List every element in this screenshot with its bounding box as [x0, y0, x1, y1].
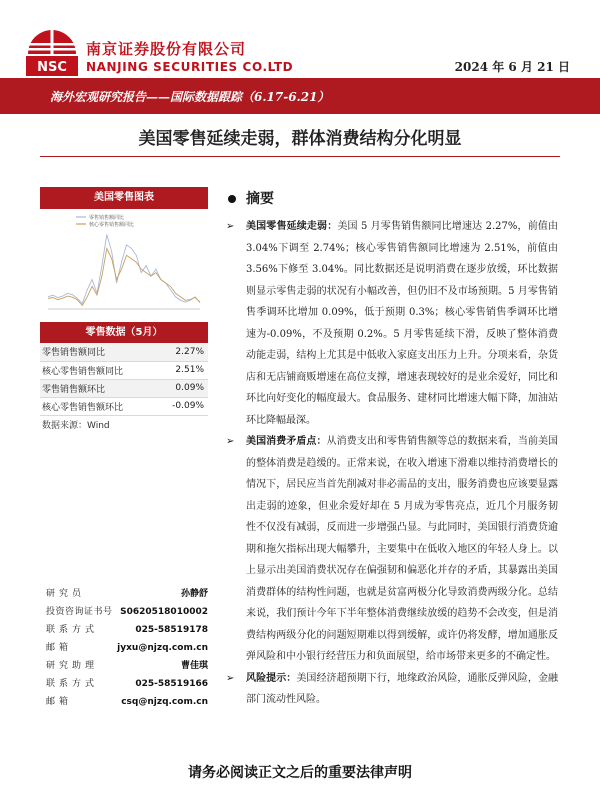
contact-email[interactable]: csq@njzq.com.cn: [121, 697, 208, 707]
company-name-cn: 南京证券股份有限公司: [86, 40, 247, 58]
analyst-contacts: [46, 585, 208, 711]
company-name-en: NANJING SECURITIES CO.LTD: [86, 60, 294, 74]
contact-row: [46, 639, 208, 657]
arrow-bullet-icon: ➢: [226, 436, 235, 447]
paragraph-text: 从消费支出和零售销售额等总的数据来看，当前美国的整体消费是趋缓的。正常来说，在收入增速下滑难以维持消费增长的情况下，居民应当首先削减对非必需品的支出，服务消费也应该要显露出走弱的迹象，但业余爱好却在 5 月成为零售亮点，近几个月服务韧性不仅没有减弱，反而进一步增强凸显。与此同时，美国银行消费贷逾期和拖欠指标出现大幅攀升，主要集中在低收入地区的年轻人身上。以上显示出美国消费状况存在偏强韧和偏恶化并存的矛盾，其暴露出美国消费群体的结构性问题，也就是贫富两极分化导致消费两级分化。总结来说，我们预计今年下半年整体消费继续放缓的趋势不会改变，但是消费结构两级分化的问题短期难以得到缓解，或许仍将发酵，增加通胀反弹风险和中小银行经营压力和负面展望，给市场带来更多的不确定性。: [246, 436, 559, 662]
row-value: -0.09%: [156, 397, 208, 415]
paragraph-keyword: 美国零售延续走弱：: [246, 221, 338, 232]
contact-value: S0620518010002: [120, 607, 208, 617]
summary-heading-text: 摘要: [246, 191, 274, 207]
table-row: [40, 397, 208, 415]
data-panel-header: 零售数据（5月）: [40, 322, 208, 344]
nsc-logo: [22, 20, 82, 80]
retail-data-table: [40, 343, 208, 433]
paragraph-text: 美国经济超预期下行，地缘政治风险，通胀反弹风险，金融部门流动性风险。: [246, 672, 559, 705]
row-label: 核心零售销售额环比: [40, 397, 156, 415]
report-series-label: 海外宏观研究报告——国际数据跟踪（6.17-6.21）: [50, 90, 330, 104]
contact-row: [46, 657, 208, 675]
contact-label: 投资咨询证书号: [46, 607, 113, 617]
series-line-1: [48, 248, 200, 305]
row-value: 2.51%: [156, 361, 208, 379]
summary-paragraph: [226, 668, 558, 711]
row-label: 核心零售销售额同比: [40, 361, 156, 379]
data-source: 数据来源：Wind: [42, 420, 110, 431]
arrow-bullet-icon: ➢: [226, 221, 235, 232]
contact-email[interactable]: jyxu@njzq.com.cn: [117, 643, 208, 653]
legal-notice[interactable]: 请务必阅读正文之后的重要法律声明: [188, 765, 412, 781]
arrow-bullet-icon: ➢: [226, 672, 235, 684]
table-row: [40, 343, 208, 361]
page-title: 美国零售延续走弱，群体消费结构分化明显: [138, 129, 462, 149]
contact-value: 曹佳琪: [180, 661, 208, 671]
contact-label: 联系方式: [46, 625, 99, 635]
chart-panel-header: 美国零售图表: [40, 187, 208, 209]
retail-chart: [40, 209, 208, 321]
legend-label-0: 零售销售额同比: [89, 215, 125, 221]
contact-label: 研究助理: [46, 661, 99, 671]
paragraph-keyword: 美国消费矛盾点：: [246, 436, 327, 447]
row-label: 零售销售额同比: [40, 343, 156, 361]
contact-row: [46, 693, 208, 711]
contact-label: 研究员: [46, 589, 86, 599]
contact-label: 联系方式: [46, 679, 99, 689]
row-value: 2.27%: [156, 343, 208, 361]
row-value: 0.09%: [156, 379, 208, 397]
contact-row: [46, 603, 208, 621]
table-row: [40, 379, 208, 397]
bullet-dot-icon: [228, 195, 236, 203]
contact-value: 孙静舒: [180, 589, 208, 599]
contact-row: [46, 621, 208, 639]
title-divider: [40, 156, 560, 157]
contact-row: [46, 675, 208, 693]
table-row: [40, 361, 208, 379]
row-label: 零售销售额环比: [40, 379, 156, 397]
contact-label: 邮箱: [46, 697, 73, 707]
report-date: 2024 年 6 月 21 日: [454, 60, 570, 74]
paragraph-keyword: 风险提示：: [246, 672, 297, 684]
series-line-0: [48, 235, 200, 304]
contact-value: 025-58519166: [135, 679, 208, 689]
contact-row: [46, 585, 208, 603]
contact-label: 邮箱: [46, 643, 73, 653]
summary-body: [226, 216, 558, 711]
summary-paragraph: [226, 431, 558, 668]
legend-label-1: 核心零售销售额同比: [89, 222, 135, 228]
logo-text: NSC: [37, 60, 67, 75]
summary-heading: [228, 188, 274, 208]
contact-value: 025-58519178: [135, 625, 208, 635]
summary-paragraph: [226, 216, 558, 431]
paragraph-text: 美国 5 月零售销售额同比增速达 2.27%，前值由 3.04%下调至 2.74%；核心零售销售额同比增速为 2.51%，前值由 3.56%下修至 3.04%。同比数据还是说明消费在逐步放缓，环比数据则显示零售走弱的状况有小幅改善，但仍旧不及市场预期。5 月零售销售季调环比增加 0.09%，低于预期 0.3%；核心零售销售季调环比增速为-0.09%，不及预期 0.2%。5 月零售延续下滑，反映了整体消费动能走弱，结构上尤其是中低收入家庭支出压力上升。分项来看，杂货店和无店铺商贩增速在高位支撑，增速表现较好的是业余爱好，同比和环比向好变化的幅度最大。食品服务、建材同比增速大幅下降，加油站环比降幅最深。: [246, 221, 558, 426]
source-row: [40, 415, 208, 433]
